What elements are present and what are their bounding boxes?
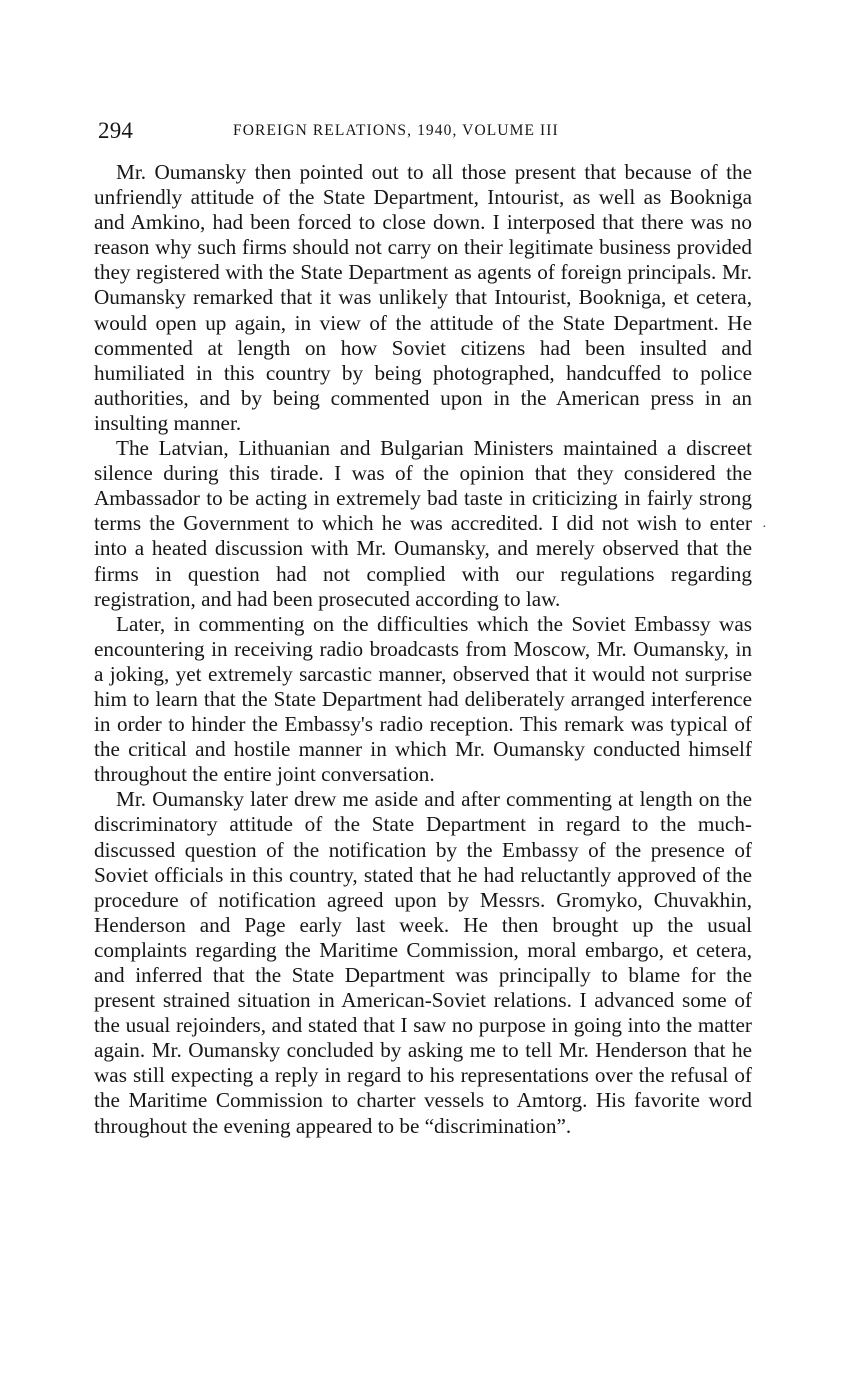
paragraph-notification-discussion: Mr. Oumansky later drew me aside and after commenting at length on the discriminatory attitude of the State Department in regard to the much-discussed question of the notification by the Embassy of the presence of Soviet officials in this country, stated that he had reluctantly approved of the procedure of notification agreed upon by Messrs. Gromyko, Chuvakhin, Henderson and Page early last week. He then brought up the usual complaints regarding the Maritime Commission, moral embargo, et cetera, and inferred that the State Department was principally to blame for the present strained situation in American-Soviet relations. I advanced some of the usual rejoinders, and stated that I saw no purpose in going into the matter again. Mr. Oumansky concluded by asking me to tell Mr. Henderson that he was still expecting a reply in regard to his representations over the refusal of the Maritime Commission to charter vessels to Amtorg. His favorite word throughout the evening appeared to be “discrimination”. [94,787,752,1138]
paragraph-radio-broadcasts: Later, in commenting on the difficulties which the Soviet Embassy was encountering in receiving radio broadcasts from Moscow, Mr. Oumansky, in a joking, yet extremely sarcastic manner, observed that it would not surprise him to learn that the State Department had deliberately arranged interference in order to hinder the Embassy's radio reception. This remark was typical of the critical and hostile manner in which Mr. Oumansky conducted himself throughout the entire joint conversation. [94,611,752,787]
page-number: 294 [98,118,134,143]
paragraph-oumansky-complaints: Mr. Oumansky then pointed out to all those present that because of the unfriendly attitude of the State Department, Intourist, as well as Bookniga and Amkino, had been forced to close down. I interposed that there was no reason why such firms should not carry on their legitimate business provided they registered with the State Department as agents of foreign principals. Mr. Oumansky remarked that it was unlikely that Intourist, Bookniga, et cetera, would open up again, in view of the attitude of the State Department. He commented at length on how Soviet citizens had been insulted and humiliated in this country by being photographed, handcuffed to police authorities, and by being commented upon in the American press in an insulting manner. [94,160,752,435]
paragraph-ministers-silence: The Latvian, Lithuanian and Bulgarian Ministers maintained a discreet silence during this tirade. I was of the opinion that they considered the Ambassador to be acting in extremely bad taste in criticizing in fairly strong terms the Government to which he was accredited. I did not wish to enter into a heated discussion with Mr. Oumansky, and merely observed that the firms in question had not complied with our regulations regarding registration, and had been prosecuted according to law. [94,436,752,611]
margin-mark: · [762,520,767,535]
running-head [98,116,758,146]
body-text [94,160,752,1139]
running-title: FOREIGN RELATIONS, 1940, VOLUME III [233,122,559,139]
